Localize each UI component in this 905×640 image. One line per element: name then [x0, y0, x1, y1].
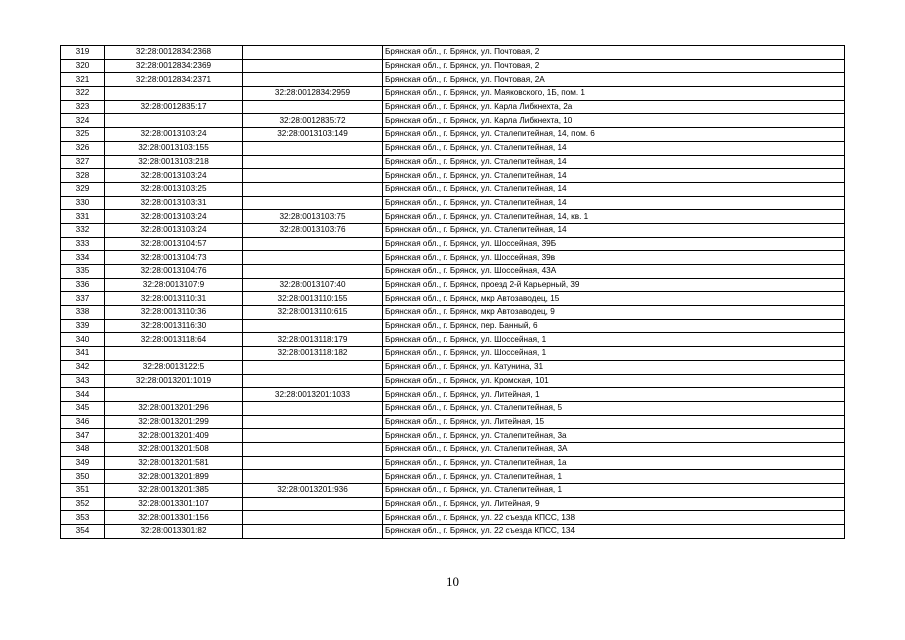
- building-cadastral-number-cell: [243, 456, 383, 470]
- row-number-cell: 329: [61, 182, 105, 196]
- building-cadastral-number-cell: [243, 525, 383, 539]
- table-row: [61, 333, 845, 347]
- row-number-cell: 333: [61, 237, 105, 251]
- land-cadastral-number-cell: 32:28:0013110:36: [105, 306, 243, 320]
- address-cell: Брянская обл., г. Брянск, ул. Сталепитейная, 14: [383, 196, 845, 210]
- table-row: [61, 59, 845, 73]
- land-cadastral-number-cell: 32:28:0013103:24: [105, 169, 243, 183]
- building-cadastral-number-cell: 32:28:0013110:155: [243, 292, 383, 306]
- table-row: [61, 100, 845, 114]
- address-cell: Брянская обл., г. Брянск, ул. Сталепитейная, 3А: [383, 442, 845, 456]
- row-number-cell: 348: [61, 442, 105, 456]
- address-cell: Брянская обл., г. Брянск, ул. Шоссейная, 43А: [383, 265, 845, 279]
- register-table-body: [61, 46, 845, 539]
- building-cadastral-number-cell: [243, 429, 383, 443]
- building-cadastral-number-cell: [243, 59, 383, 73]
- row-number-cell: 330: [61, 196, 105, 210]
- table-row: [61, 73, 845, 87]
- row-number-cell: 337: [61, 292, 105, 306]
- land-cadastral-number-cell: 32:28:0012834:2369: [105, 59, 243, 73]
- address-cell: Брянская обл., г. Брянск, мкр Автозаводец, 15: [383, 292, 845, 306]
- row-number-cell: 340: [61, 333, 105, 347]
- table-row: [61, 497, 845, 511]
- table-row: [61, 401, 845, 415]
- building-cadastral-number-cell: [243, 511, 383, 525]
- land-cadastral-number-cell: 32:28:0013301:156: [105, 511, 243, 525]
- row-number-cell: 327: [61, 155, 105, 169]
- table-row: [61, 470, 845, 484]
- land-cadastral-number-cell: [105, 388, 243, 402]
- address-cell: Брянская обл., г. Брянск, ул. Сталепитейная, 3а: [383, 429, 845, 443]
- building-cadastral-number-cell: [243, 497, 383, 511]
- table-row: [61, 306, 845, 320]
- table-row: [61, 415, 845, 429]
- table-row: [61, 237, 845, 251]
- address-cell: Брянская обл., г. Брянск, ул. Литейная, 1: [383, 388, 845, 402]
- land-cadastral-number-cell: 32:28:0012835:17: [105, 100, 243, 114]
- address-cell: Брянская обл., г. Брянск, ул. Сталепитейная, 14: [383, 223, 845, 237]
- address-cell: Брянская обл., г. Брянск, ул. Литейная, 9: [383, 497, 845, 511]
- land-cadastral-number-cell: 32:28:0012834:2371: [105, 73, 243, 87]
- building-cadastral-number-cell: [243, 196, 383, 210]
- address-cell: Брянская обл., г. Брянск, ул. 22 съезда КПСС, 134: [383, 525, 845, 539]
- land-cadastral-number-cell: 32:28:0013201:508: [105, 442, 243, 456]
- row-number-cell: 335: [61, 265, 105, 279]
- land-cadastral-number-cell: 32:28:0013103:24: [105, 223, 243, 237]
- table-row: [61, 484, 845, 498]
- table-row: [61, 223, 845, 237]
- address-cell: Брянская обл., г. Брянск, мкр Автозаводец, 9: [383, 306, 845, 320]
- land-cadastral-number-cell: 32:28:0013104:76: [105, 265, 243, 279]
- row-number-cell: 349: [61, 456, 105, 470]
- address-cell: Брянская обл., г. Брянск, ул. Шоссейная, 1: [383, 347, 845, 361]
- table-row: [61, 155, 845, 169]
- land-cadastral-number-cell: 32:28:0012834:2368: [105, 46, 243, 60]
- table-row: [61, 442, 845, 456]
- table-row: [61, 511, 845, 525]
- row-number-cell: 331: [61, 210, 105, 224]
- row-number-cell: 352: [61, 497, 105, 511]
- table-row: [61, 360, 845, 374]
- table-row: [61, 87, 845, 101]
- row-number-cell: 319: [61, 46, 105, 60]
- row-number-cell: 346: [61, 415, 105, 429]
- table-row: [61, 128, 845, 142]
- row-number-cell: 343: [61, 374, 105, 388]
- row-number-cell: 323: [61, 100, 105, 114]
- row-number-cell: 324: [61, 114, 105, 128]
- address-cell: Брянская обл., г. Брянск, ул. Сталепитейная, 14: [383, 169, 845, 183]
- table-row: [61, 182, 845, 196]
- table-row: [61, 319, 845, 333]
- building-cadastral-number-cell: [243, 141, 383, 155]
- row-number-cell: 322: [61, 87, 105, 101]
- building-cadastral-number-cell: [243, 415, 383, 429]
- table-row: [61, 278, 845, 292]
- address-cell: Брянская обл., г. Брянск, ул. Шоссейная, 1: [383, 333, 845, 347]
- land-cadastral-number-cell: 32:28:0013107:9: [105, 278, 243, 292]
- building-cadastral-number-cell: [243, 155, 383, 169]
- building-cadastral-number-cell: [243, 401, 383, 415]
- building-cadastral-number-cell: [243, 100, 383, 114]
- land-cadastral-number-cell: [105, 114, 243, 128]
- land-cadastral-number-cell: 32:28:0013104:57: [105, 237, 243, 251]
- table-row: [61, 196, 845, 210]
- land-cadastral-number-cell: 32:28:0013118:64: [105, 333, 243, 347]
- row-number-cell: 328: [61, 169, 105, 183]
- table-row: [61, 210, 845, 224]
- address-cell: Брянская обл., г. Брянск, ул. Сталепитейная, 14, пом. 6: [383, 128, 845, 142]
- address-cell: Брянская обл., г. Брянск, ул. Литейная, 15: [383, 415, 845, 429]
- address-cell: Брянская обл., г. Брянск, пер. Банный, 6: [383, 319, 845, 333]
- building-cadastral-number-cell: 32:28:0013103:149: [243, 128, 383, 142]
- address-cell: Брянская обл., г. Брянск, ул. 22 съезда КПСС, 138: [383, 511, 845, 525]
- land-cadastral-number-cell: 32:28:0013104:73: [105, 251, 243, 265]
- row-number-cell: 341: [61, 347, 105, 361]
- address-cell: Брянская обл., г. Брянск, ул. Сталепитейная, 14, кв. 1: [383, 210, 845, 224]
- building-cadastral-number-cell: 32:28:0013201:936: [243, 484, 383, 498]
- row-number-cell: 332: [61, 223, 105, 237]
- table-row: [61, 265, 845, 279]
- row-number-cell: 351: [61, 484, 105, 498]
- building-cadastral-number-cell: [243, 470, 383, 484]
- building-cadastral-number-cell: [243, 360, 383, 374]
- building-cadastral-number-cell: 32:28:0013107:40: [243, 278, 383, 292]
- land-cadastral-number-cell: 32:28:0013201:409: [105, 429, 243, 443]
- building-cadastral-number-cell: [243, 374, 383, 388]
- table-row: [61, 525, 845, 539]
- building-cadastral-number-cell: 32:28:0013103:76: [243, 223, 383, 237]
- table-row: [61, 141, 845, 155]
- address-cell: Брянская обл., г. Брянск, ул. Маяковского, 1Б, пом. 1: [383, 87, 845, 101]
- row-number-cell: 354: [61, 525, 105, 539]
- building-cadastral-number-cell: [243, 182, 383, 196]
- address-cell: Брянская обл., г. Брянск, ул. Сталепитейная, 5: [383, 401, 845, 415]
- table-row: [61, 114, 845, 128]
- land-cadastral-number-cell: 32:28:0013201:581: [105, 456, 243, 470]
- land-cadastral-number-cell: 32:28:0013122:5: [105, 360, 243, 374]
- building-cadastral-number-cell: [243, 46, 383, 60]
- address-cell: Брянская обл., г. Брянск, ул. Почтовая, 2: [383, 59, 845, 73]
- building-cadastral-number-cell: [243, 73, 383, 87]
- row-number-cell: 342: [61, 360, 105, 374]
- row-number-cell: 326: [61, 141, 105, 155]
- building-cadastral-number-cell: 32:28:0013103:75: [243, 210, 383, 224]
- address-cell: Брянская обл., г. Брянск, ул. Кромская, 101: [383, 374, 845, 388]
- building-cadastral-number-cell: 32:28:0013201:1033: [243, 388, 383, 402]
- land-cadastral-number-cell: [105, 347, 243, 361]
- table-row: [61, 429, 845, 443]
- table-row: [61, 347, 845, 361]
- address-cell: Брянская обл., г. Брянск, ул. Шоссейная, 39в: [383, 251, 845, 265]
- land-cadastral-number-cell: 32:28:0013103:25: [105, 182, 243, 196]
- row-number-cell: 347: [61, 429, 105, 443]
- row-number-cell: 336: [61, 278, 105, 292]
- row-number-cell: 350: [61, 470, 105, 484]
- address-cell: Брянская обл., г. Брянск, ул. Карла Либкнехта, 2а: [383, 100, 845, 114]
- land-cadastral-number-cell: 32:28:0013103:24: [105, 128, 243, 142]
- address-cell: Брянская обл., г. Брянск, ул. Катунина, 31: [383, 360, 845, 374]
- land-cadastral-number-cell: 32:28:0013201:296: [105, 401, 243, 415]
- building-cadastral-number-cell: [243, 265, 383, 279]
- address-cell: Брянская обл., г. Брянск, ул. Шоссейная, 39Б: [383, 237, 845, 251]
- building-cadastral-number-cell: 32:28:0012835:72: [243, 114, 383, 128]
- address-cell: Брянская обл., г. Брянск, ул. Почтовая, 2: [383, 46, 845, 60]
- address-cell: Брянская обл., г. Брянск, ул. Почтовая, 2А: [383, 73, 845, 87]
- property-register-table: [60, 45, 845, 539]
- building-cadastral-number-cell: [243, 442, 383, 456]
- land-cadastral-number-cell: 32:28:0013201:899: [105, 470, 243, 484]
- address-cell: Брянская обл., г. Брянск, ул. Карла Либкнехта, 10: [383, 114, 845, 128]
- table-row: [61, 46, 845, 60]
- land-cadastral-number-cell: 32:28:0013103:31: [105, 196, 243, 210]
- land-cadastral-number-cell: 32:28:0013116:30: [105, 319, 243, 333]
- row-number-cell: 339: [61, 319, 105, 333]
- table-row: [61, 388, 845, 402]
- row-number-cell: 320: [61, 59, 105, 73]
- page-number: 10: [446, 574, 459, 589]
- row-number-cell: 353: [61, 511, 105, 525]
- land-cadastral-number-cell: 32:28:0013110:31: [105, 292, 243, 306]
- building-cadastral-number-cell: 32:28:0013118:182: [243, 347, 383, 361]
- address-cell: Брянская обл., г. Брянск, ул. Сталепитейная, 14: [383, 141, 845, 155]
- address-cell: Брянская обл., г. Брянск, ул. Сталепитейная, 14: [383, 155, 845, 169]
- row-number-cell: 345: [61, 401, 105, 415]
- building-cadastral-number-cell: [243, 251, 383, 265]
- building-cadastral-number-cell: [243, 319, 383, 333]
- building-cadastral-number-cell: [243, 169, 383, 183]
- table-row: [61, 292, 845, 306]
- table-row: [61, 456, 845, 470]
- building-cadastral-number-cell: 32:28:0012834:2959: [243, 87, 383, 101]
- building-cadastral-number-cell: 32:28:0013110:615: [243, 306, 383, 320]
- row-number-cell: 325: [61, 128, 105, 142]
- building-cadastral-number-cell: [243, 237, 383, 251]
- table-row: [61, 374, 845, 388]
- table-row: [61, 251, 845, 265]
- land-cadastral-number-cell: 32:28:0013201:299: [105, 415, 243, 429]
- land-cadastral-number-cell: 32:28:0013103:218: [105, 155, 243, 169]
- building-cadastral-number-cell: 32:28:0013118:179: [243, 333, 383, 347]
- land-cadastral-number-cell: 32:28:0013103:155: [105, 141, 243, 155]
- address-cell: Брянская обл., г. Брянск, ул. Сталепитейная, 1: [383, 484, 845, 498]
- land-cadastral-number-cell: 32:28:0013301:107: [105, 497, 243, 511]
- land-cadastral-number-cell: 32:28:0013201:1019: [105, 374, 243, 388]
- table-row: [61, 169, 845, 183]
- land-cadastral-number-cell: 32:28:0013201:385: [105, 484, 243, 498]
- land-cadastral-number-cell: [105, 87, 243, 101]
- row-number-cell: 334: [61, 251, 105, 265]
- address-cell: Брянская обл., г. Брянск, проезд 2-й Карьерный, 39: [383, 278, 845, 292]
- land-cadastral-number-cell: 32:28:0013301:82: [105, 525, 243, 539]
- address-cell: Брянская обл., г. Брянск, ул. Сталепитейная, 1: [383, 470, 845, 484]
- address-cell: Брянская обл., г. Брянск, ул. Сталепитейная, 14: [383, 182, 845, 196]
- row-number-cell: 321: [61, 73, 105, 87]
- land-cadastral-number-cell: 32:28:0013103:24: [105, 210, 243, 224]
- row-number-cell: 338: [61, 306, 105, 320]
- address-cell: Брянская обл., г. Брянск, ул. Сталепитейная, 1а: [383, 456, 845, 470]
- row-number-cell: 344: [61, 388, 105, 402]
